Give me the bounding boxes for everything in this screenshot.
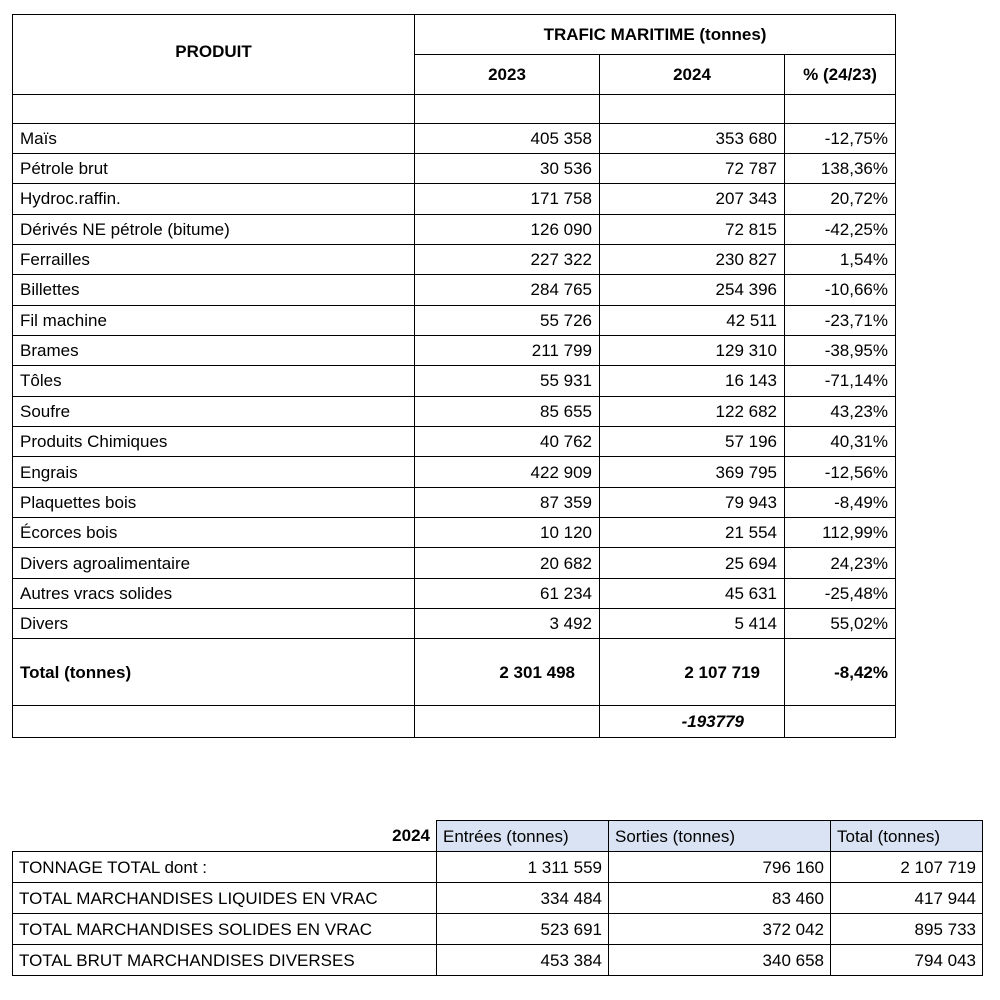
cell-entrees: 1 311 559	[437, 852, 609, 883]
cell-v2023: 55 931	[415, 366, 600, 396]
cell-v2024: 72 787	[600, 153, 785, 183]
cell-v2023: 3 492	[415, 609, 600, 639]
cell-label: TOTAL BRUT MARCHANDISES DIVERSES	[13, 945, 437, 976]
cell-v2024: 230 827	[600, 244, 785, 274]
cell-total: 794 043	[831, 945, 983, 976]
table-row	[13, 335, 896, 365]
cell-v2023: 211 799	[415, 335, 600, 365]
tonnage-rows	[13, 852, 983, 976]
table-row	[13, 275, 896, 305]
cell-entrees: 334 484	[437, 883, 609, 914]
cell-v2023: 20 682	[415, 548, 600, 578]
cell-v2024: 79 943	[600, 487, 785, 517]
cell-v2024: 207 343	[600, 184, 785, 214]
cell-produit: Engrais	[13, 457, 415, 487]
cell-v2023: 85 655	[415, 396, 600, 426]
cell-pct: 40,31%	[785, 427, 896, 457]
table-row	[13, 487, 896, 517]
product-rows	[13, 123, 896, 639]
cell-produit: Tôles	[13, 366, 415, 396]
total-pct: -8,42%	[785, 639, 896, 705]
table-row	[13, 852, 983, 883]
cell-sorties: 372 042	[609, 914, 831, 945]
cell-v2023: 422 909	[415, 457, 600, 487]
cell-v2023: 87 359	[415, 487, 600, 517]
cell-v2024: 353 680	[600, 123, 785, 153]
cell-pct: 55,02%	[785, 609, 896, 639]
cell-label: TONNAGE TOTAL dont :	[13, 852, 437, 883]
cell-v2023: 10 120	[415, 518, 600, 548]
maritime-traffic-table	[12, 14, 896, 738]
cell-produit: Produits Chimiques	[13, 427, 415, 457]
total-2024: 2 107 719	[600, 639, 785, 705]
cell-label: TOTAL MARCHANDISES LIQUIDES EN VRAC	[13, 883, 437, 914]
table-row	[13, 427, 896, 457]
sorties-header: Sorties (tonnes)	[609, 821, 831, 852]
cell-v2024: 57 196	[600, 427, 785, 457]
table-header-row	[13, 15, 896, 55]
cell-total: 417 944	[831, 883, 983, 914]
cell-entrees: 453 384	[437, 945, 609, 976]
cell-entrees: 523 691	[437, 914, 609, 945]
cell-pct: -12,56%	[785, 457, 896, 487]
table-row	[13, 609, 896, 639]
cell-pct: -23,71%	[785, 305, 896, 335]
table-row	[13, 123, 896, 153]
cell-produit: Brames	[13, 335, 415, 365]
cell-produit: Plaquettes bois	[13, 487, 415, 517]
cell-produit: Fil machine	[13, 305, 415, 335]
table-row	[13, 396, 896, 426]
table-row	[13, 518, 896, 548]
table-row	[13, 548, 896, 578]
entrees-header: Entrées (tonnes)	[437, 821, 609, 852]
cell-sorties: 796 160	[609, 852, 831, 883]
cell-produit: Maïs	[13, 123, 415, 153]
table2-header-row	[13, 821, 983, 852]
cell-pct: 43,23%	[785, 396, 896, 426]
cell-produit: Dérivés NE pétrole (bitume)	[13, 214, 415, 244]
cell-v2024: 122 682	[600, 396, 785, 426]
cell-pct: -12,75%	[785, 123, 896, 153]
cell-pct: 138,36%	[785, 153, 896, 183]
cell-v2024: 254 396	[600, 275, 785, 305]
cell-pct: 24,23%	[785, 548, 896, 578]
table-row	[13, 153, 896, 183]
blank-row	[13, 95, 896, 123]
cell-total: 895 733	[831, 914, 983, 945]
cell-v2023: 55 726	[415, 305, 600, 335]
cell-v2023: 227 322	[415, 244, 600, 274]
produit-header: PRODUIT	[13, 15, 415, 95]
cell-v2023: 171 758	[415, 184, 600, 214]
table-row	[13, 914, 983, 945]
year-2024-header: 2024	[600, 55, 785, 95]
cell-v2023: 40 762	[415, 427, 600, 457]
cell-pct: -8,49%	[785, 487, 896, 517]
cell-total: 2 107 719	[831, 852, 983, 883]
year-2023-header: 2023	[415, 55, 600, 95]
total-2023: 2 301 498	[415, 639, 600, 705]
total-row	[13, 639, 896, 705]
table-row	[13, 305, 896, 335]
pct-header: % (24/23)	[785, 55, 896, 95]
cell-sorties: 83 460	[609, 883, 831, 914]
table-row	[13, 945, 983, 976]
cell-v2023: 126 090	[415, 214, 600, 244]
table-row	[13, 184, 896, 214]
difference-row	[13, 705, 896, 737]
cell-produit: Billettes	[13, 275, 415, 305]
table-row	[13, 578, 896, 608]
cell-sorties: 340 658	[609, 945, 831, 976]
total-label: Total (tonnes)	[13, 639, 415, 705]
cell-v2024: 16 143	[600, 366, 785, 396]
table-row	[13, 214, 896, 244]
table-row	[13, 366, 896, 396]
cell-produit: Écorces bois	[13, 518, 415, 548]
trafic-maritime-header: TRAFIC MARITIME (tonnes)	[415, 15, 896, 55]
cell-v2023: 284 765	[415, 275, 600, 305]
cell-v2023: 405 358	[415, 123, 600, 153]
difference-value: -193779	[600, 705, 785, 737]
cell-produit: Soufre	[13, 396, 415, 426]
cell-v2024: 21 554	[600, 518, 785, 548]
cell-produit: Divers	[13, 609, 415, 639]
cell-produit: Pétrole brut	[13, 153, 415, 183]
cell-pct: 112,99%	[785, 518, 896, 548]
cell-pct: -38,95%	[785, 335, 896, 365]
total-header: Total (tonnes)	[831, 821, 983, 852]
cell-pct: 20,72%	[785, 184, 896, 214]
cell-v2024: 5 414	[600, 609, 785, 639]
cell-v2024: 72 815	[600, 214, 785, 244]
cell-pct: -10,66%	[785, 275, 896, 305]
cell-label: TOTAL MARCHANDISES SOLIDES EN VRAC	[13, 914, 437, 945]
table-row	[13, 244, 896, 274]
cell-v2024: 369 795	[600, 457, 785, 487]
cell-v2023: 61 234	[415, 578, 600, 608]
cell-v2024: 45 631	[600, 578, 785, 608]
cell-pct: 1,54%	[785, 244, 896, 274]
cell-v2024: 129 310	[600, 335, 785, 365]
table-row	[13, 883, 983, 914]
cell-v2023: 30 536	[415, 153, 600, 183]
cell-pct: -25,48%	[785, 578, 896, 608]
table-row	[13, 457, 896, 487]
cell-v2024: 25 694	[600, 548, 785, 578]
cell-produit: Autres vracs solides	[13, 578, 415, 608]
cell-pct: -42,25%	[785, 214, 896, 244]
cell-produit: Divers agroalimentaire	[13, 548, 415, 578]
entries-exits-table	[12, 820, 983, 976]
cell-produit: Hydroc.raffin.	[13, 184, 415, 214]
cell-pct: -71,14%	[785, 366, 896, 396]
year-label: 2024	[392, 826, 430, 846]
cell-produit: Ferrailles	[13, 244, 415, 274]
cell-v2024: 42 511	[600, 305, 785, 335]
